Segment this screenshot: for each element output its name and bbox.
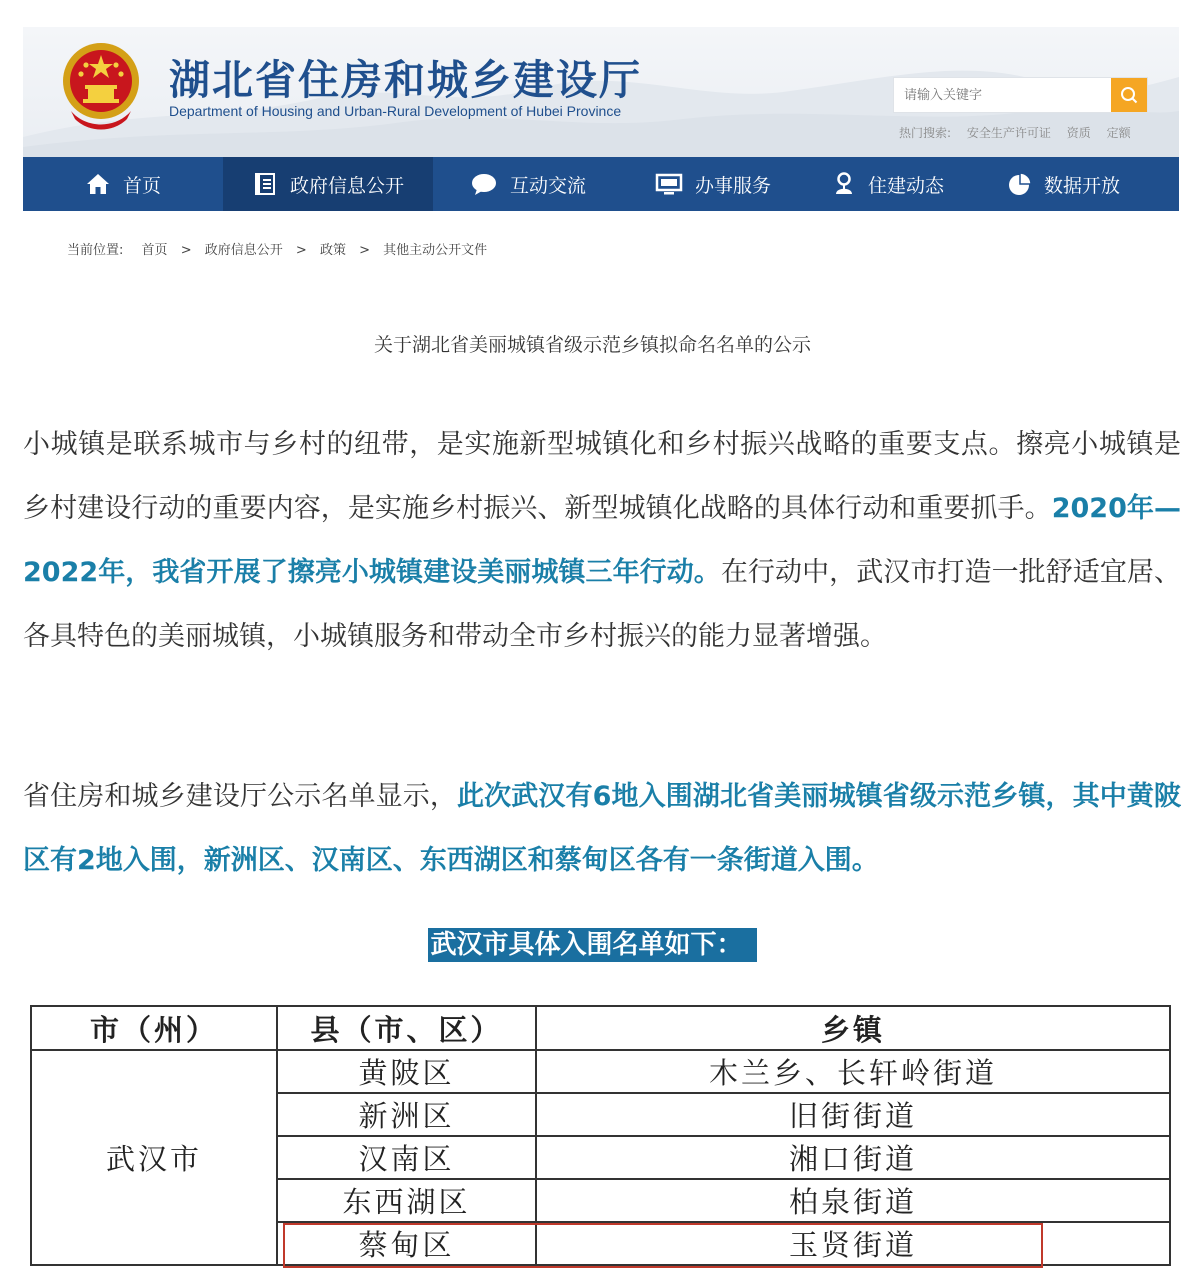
breadcrumb-label: 当前位置:	[67, 243, 124, 258]
breadcrumb-separator: >	[180, 243, 192, 258]
national-emblem-icon	[61, 41, 141, 131]
hot-search-label: 热门搜索:	[899, 126, 952, 140]
table-cell-district: 黄陂区	[277, 1050, 536, 1093]
nav-item-label: 首页	[122, 174, 161, 197]
search-input[interactable]	[894, 78, 1112, 112]
nav-item-label: 数据开放	[1043, 174, 1120, 197]
paragraph-text: 小城镇是联系城市与乡村的纽带，是实施新型城镇化和乡村振兴战略的重要支点。擦亮小城镇是乡村建设行动的重要内容，是实施乡村振兴、新型城镇化战略的具体行动和重要抓手。	[23, 429, 1181, 524]
table-header-town: 乡镇	[536, 1006, 1170, 1050]
hot-search-item[interactable]: 定额	[1106, 126, 1131, 140]
nav-item-label: 互动交流	[509, 174, 586, 197]
paragraph-text: 省住房和城乡建设厅公示名单显示，	[23, 781, 457, 812]
breadcrumb-item-gov-info[interactable]: 政府信息公开	[204, 243, 283, 258]
site-header	[23, 27, 1179, 157]
breadcrumb-item-policy[interactable]: 政策	[319, 243, 346, 258]
table-cell-city: 武汉市	[31, 1050, 277, 1265]
table-header-row	[31, 1006, 1170, 1050]
nav-item-label: 住建动态	[867, 174, 944, 197]
hot-search	[899, 124, 1143, 141]
hot-search-item[interactable]: 安全生产许可证	[966, 126, 1051, 140]
nav-item-label: 办事服务	[694, 174, 771, 197]
chat-bubble-icon	[470, 171, 498, 197]
site-subtitle: Department of Housing and Urban-Rural Development of Hubei Province	[169, 103, 622, 119]
list-subheading: 武汉市具体入围名单如下：	[428, 928, 756, 962]
nav-item-label: 政府信息公开	[289, 174, 404, 197]
article-paragraph-1	[23, 413, 1181, 669]
hot-search-item[interactable]: 资质	[1066, 126, 1091, 140]
table-cell-town: 湘口街道	[536, 1136, 1170, 1179]
paragraph-text: 在行动中，武汉市打造一批舒适宜居、各具特色的美丽城镇，小城镇服务和带动全市乡村振兴的能力显著增强。	[23, 557, 1181, 652]
table-cell-town: 玉贤街道	[536, 1222, 1170, 1265]
table-cell-district: 东西湖区	[277, 1179, 536, 1222]
nav-item-gov-info[interactable]	[223, 157, 433, 211]
breadcrumb-item-other-docs[interactable]: 其他主动公开文件	[383, 243, 488, 258]
paragraph-highlight: 2020年—2022年，我省开展了擦亮小城镇建设美丽城镇三年行动。	[23, 493, 1181, 588]
candidate-table	[30, 1005, 1171, 1266]
table-header-city: 市（州）	[31, 1006, 277, 1050]
document-list-icon	[252, 171, 278, 197]
article-title: 关于湖北省美丽城镇省级示范乡镇拟命名名单的公示	[373, 334, 811, 356]
breadcrumb-separator: >	[359, 243, 370, 258]
home-icon	[85, 171, 111, 197]
search-icon	[1119, 85, 1139, 105]
table-cell-town: 旧街街道	[536, 1093, 1170, 1136]
table-cell-town: 柏泉街道	[536, 1179, 1170, 1222]
pie-chart-icon	[1006, 171, 1032, 197]
nav-item-interaction[interactable]	[433, 157, 623, 211]
table-cell-district: 新洲区	[277, 1093, 536, 1136]
breadcrumb-separator: >	[295, 243, 307, 258]
main-nav	[23, 157, 1179, 211]
site-title: 湖北省住房和城乡建设厅	[169, 56, 642, 104]
nav-item-services[interactable]	[623, 157, 803, 211]
subheading-wrap	[0, 928, 1185, 962]
table-cell-district: 汉南区	[277, 1136, 536, 1179]
nav-item-home[interactable]	[23, 157, 223, 211]
nav-item-open-data[interactable]	[973, 157, 1153, 211]
monitor-icon	[655, 172, 683, 196]
paragraph-highlight: 此次武汉有6地入围湖北省美丽城镇省级示范乡镇，其中黄陂区有2地入围，新洲区、汉南区、东西湖区和蔡甸区各有一条街道入围。	[23, 781, 1181, 876]
article-paragraph-2	[23, 765, 1181, 893]
nav-item-news[interactable]	[803, 157, 973, 211]
table-header-district: 县（市、区）	[277, 1006, 536, 1050]
breadcrumb	[67, 239, 487, 258]
person-pin-icon	[832, 171, 856, 197]
table-row	[31, 1050, 1170, 1093]
search-box	[893, 77, 1148, 113]
table-cell-town: 木兰乡、长轩岭街道	[536, 1050, 1170, 1093]
table-cell-district: 蔡甸区	[277, 1222, 536, 1265]
search-button[interactable]	[1111, 78, 1147, 112]
breadcrumb-item-home[interactable]: 首页	[141, 243, 168, 258]
